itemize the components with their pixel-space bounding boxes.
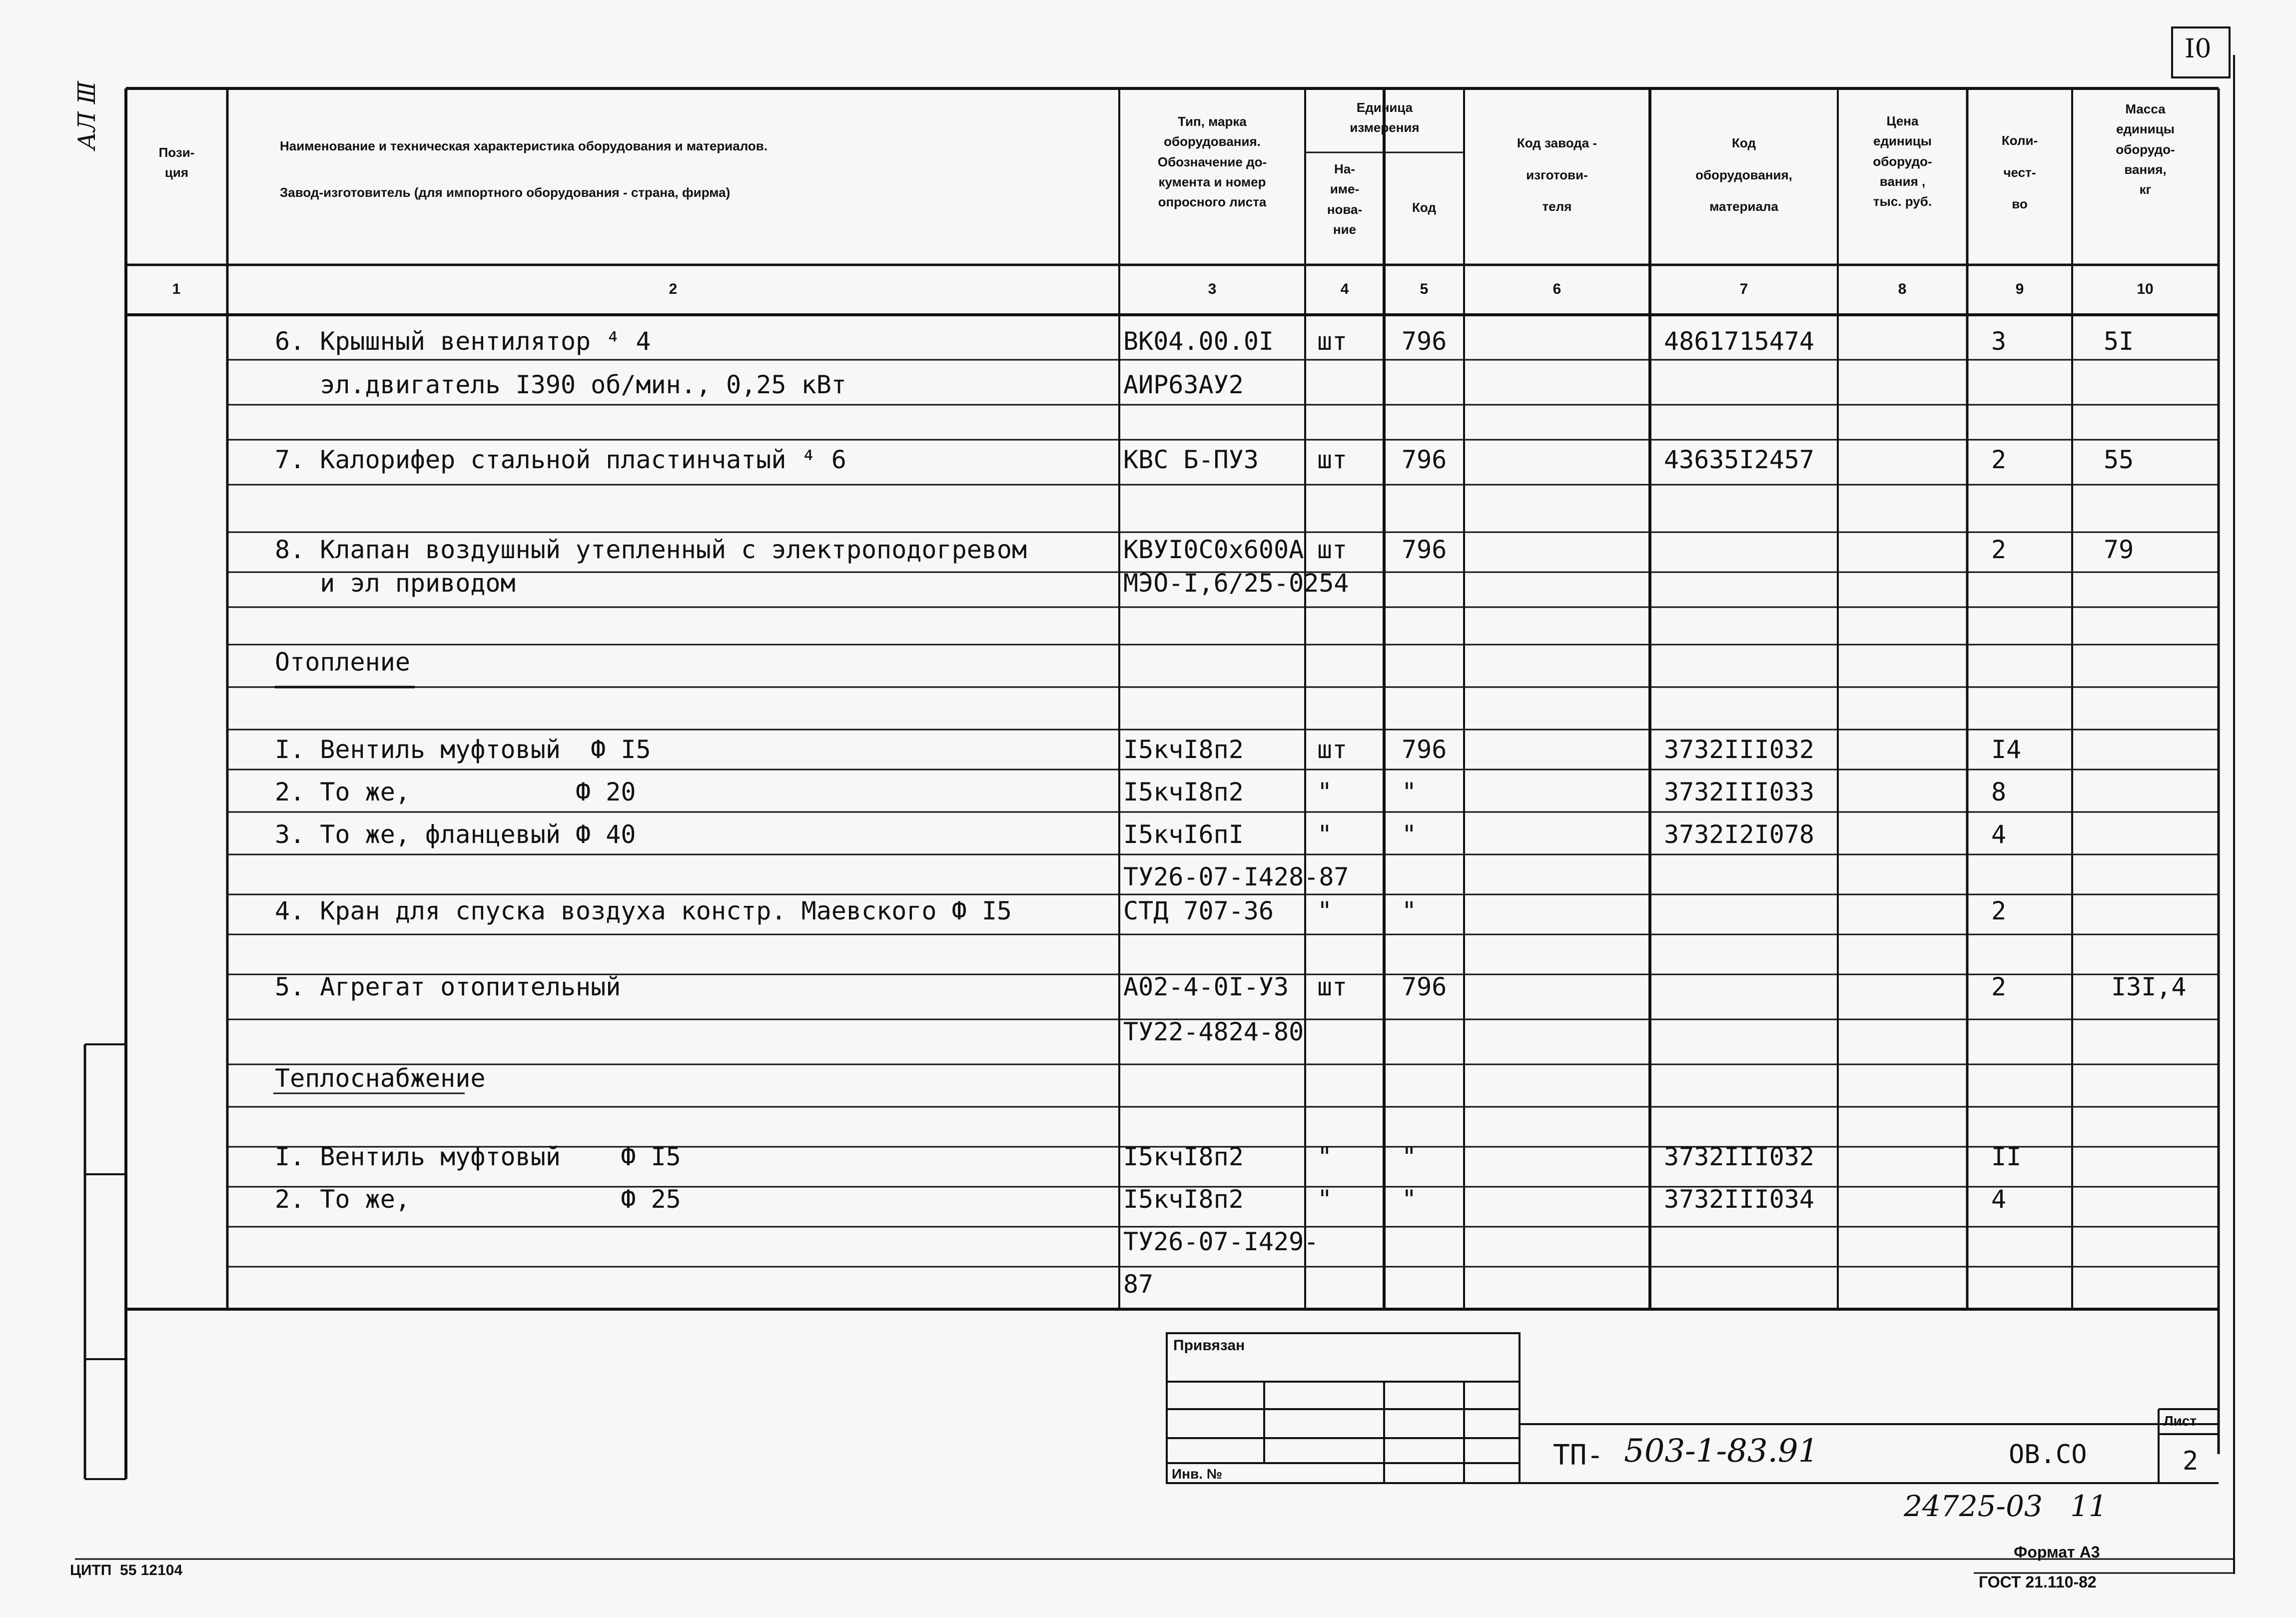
unit-mass: 79 <box>2104 535 2134 564</box>
item-type: СТД 707-36 <box>1123 896 1274 925</box>
item-type: I5кчI8п2 <box>1123 1142 1244 1171</box>
unit-name: шт <box>1317 735 1348 764</box>
column-number: 4 <box>1340 281 1349 297</box>
unit-name: " <box>1317 1142 1333 1171</box>
item-name: I. Вентиль муфтовый Ф I5 <box>275 735 651 764</box>
equipment-code: 3732III034 <box>1664 1185 1815 1214</box>
sheet-number: 2 <box>2183 1446 2199 1476</box>
unit-name: шт <box>1317 972 1348 1001</box>
header-mass: Масса единицы оборудо- вания, кг <box>2116 101 2175 197</box>
side-stamp: АЛ Ⅲ <box>73 81 101 150</box>
header-price: Цена единицы оборудо- вания , тыс. руб. <box>1873 113 1932 209</box>
doc-prefix: ТП- <box>1553 1439 1604 1472</box>
unit-name: " <box>1317 778 1333 807</box>
item-name: 8. Клапан воздушный утепленный с электроподогревом <box>275 535 1027 564</box>
quantity: 8 <box>1991 778 2007 807</box>
header-unit-name: На- име- нова- ние <box>1327 161 1363 237</box>
doc-number: 503-1-83.91 <box>1624 1433 1819 1470</box>
item-name: Теплоснабжение <box>275 1064 486 1093</box>
column-number: 8 <box>1898 281 1907 297</box>
quantity: II <box>1991 1142 2022 1171</box>
equipment-code: 4861715474 <box>1664 327 1815 356</box>
item-type: КВУI0C0x600А <box>1123 535 1304 564</box>
sheet-label: Лист <box>2164 1413 2197 1429</box>
item-name: I. Вентиль муфтовый Ф I5 <box>275 1142 681 1171</box>
unit-code: " <box>1402 778 1417 807</box>
column-number: 7 <box>1739 281 1748 297</box>
unit-name: шт <box>1317 535 1348 564</box>
unit-name: " <box>1317 820 1333 849</box>
unit-code: " <box>1402 1142 1417 1171</box>
header-type: Тип, марка оборудования. Обозначение до- кумента и номер опросного листа <box>1157 114 1267 210</box>
column-number: 10 <box>2137 281 2154 297</box>
item-name: 5. Агрегат отопительный <box>275 972 621 1001</box>
column-number: 9 <box>2015 281 2024 297</box>
unit-code: " <box>1402 820 1417 849</box>
unit-mass: I3I,4 <box>2111 972 2187 1001</box>
unit-code: 796 <box>1402 445 1447 474</box>
equipment-code: 43635I2457 <box>1664 445 1815 474</box>
item-name: эл.двигатель I390 об/мин., 0,25 кВт <box>275 370 846 399</box>
unit-code: 796 <box>1402 972 1447 1001</box>
item-type: КВС Б-ПУ3 <box>1123 445 1259 474</box>
item-type: ТУ26-07-I428-87 <box>1123 862 1349 891</box>
column-number: 3 <box>1208 281 1217 297</box>
quantity: I4 <box>1991 735 2022 764</box>
quantity: 3 <box>1991 327 2007 356</box>
item-name: 7. Калорифер стальной пластинчатый ⁴ 6 <box>275 445 846 474</box>
column-number: 2 <box>669 281 678 297</box>
unit-mass: 5I <box>2104 327 2134 356</box>
header-quantity: Коли- чест- во <box>2001 133 2038 212</box>
inventory-number-label: Инв. № <box>1172 1466 1223 1482</box>
footer-format: Формат А3 <box>2014 1543 2100 1561</box>
footer-left-stamp: ЦИТП 55 12104 <box>70 1562 183 1579</box>
equipment-code: 3732III032 <box>1664 1142 1815 1171</box>
header-position: Пози- ция <box>158 145 195 180</box>
unit-mass: 55 <box>2104 445 2134 474</box>
quantity: 4 <box>1991 820 2007 849</box>
quantity: 2 <box>1991 972 2007 1001</box>
item-type: АИР63АУ2 <box>1123 370 1244 399</box>
quantity: 4 <box>1991 1185 2007 1214</box>
item-type: ВК04.00.0I <box>1123 327 1274 356</box>
unit-name: " <box>1317 1185 1333 1214</box>
equipment-code: 3732III032 <box>1664 735 1815 764</box>
header-unit-group: Единица измерения <box>1350 100 1420 135</box>
item-name: 2. То же, Ф 25 <box>275 1185 681 1214</box>
unit-name: " <box>1317 896 1333 925</box>
item-type: I5кчI8п2 <box>1123 735 1244 764</box>
unit-code: 796 <box>1402 735 1447 764</box>
item-name: 6. Крышный вентилятор ⁴ 4 <box>275 327 651 356</box>
item-name: Отопление <box>275 648 410 677</box>
header-equipment-code: Код оборудования, материала <box>1695 135 1792 214</box>
item-type: I5кчI6пI <box>1123 820 1244 849</box>
item-type: ТУ26-07-I429- <box>1123 1227 1319 1256</box>
item-type: МЭО-I,6/25-0254 <box>1123 569 1349 598</box>
doc-code: ОВ.СО <box>2009 1440 2087 1470</box>
item-name: 2. То же, Ф 20 <box>275 778 636 807</box>
unit-code: 796 <box>1402 327 1447 356</box>
equipment-code: 3732III033 <box>1664 778 1815 807</box>
linked-label: Привязан <box>1173 1337 1245 1354</box>
item-name: 3. То же, фланцевый Ф 40 <box>275 820 636 849</box>
item-name: и эл приводом <box>275 569 516 598</box>
column-number: 1 <box>172 281 181 297</box>
item-name: 4. Кран для спуска воздуха констр. Маевского Ф I5 <box>275 896 1012 925</box>
sheet-number-corner: I0 <box>2185 34 2212 64</box>
quantity: 2 <box>1991 535 2007 564</box>
header-name-line2: Завод-изготовитель (для импортного оборудования - страна, фирма) <box>280 185 731 200</box>
footer-gost: ГОСТ 21.110-82 <box>1979 1573 2097 1591</box>
item-type: А02-4-0I-У3 <box>1123 972 1289 1001</box>
unit-code: " <box>1402 896 1417 925</box>
column-number: 6 <box>1552 281 1561 297</box>
quantity: 2 <box>1991 896 2007 925</box>
archive-number: 24725-03 11 <box>1904 1489 2108 1523</box>
equipment-code: 3732I2I078 <box>1664 820 1815 849</box>
unit-name: шт <box>1317 327 1348 356</box>
item-type: ТУ22-4824-80 <box>1123 1017 1304 1046</box>
unit-code: " <box>1402 1185 1417 1214</box>
header-unit-code: Код <box>1412 200 1436 215</box>
column-number: 5 <box>1420 281 1429 297</box>
item-type: 87 <box>1123 1270 1154 1299</box>
header-plant-code: Код завода - изготови- теля <box>1517 135 1597 214</box>
item-type: I5кчI8п2 <box>1123 778 1244 807</box>
unit-name: шт <box>1317 445 1348 474</box>
item-type: I5кчI8п2 <box>1123 1185 1244 1214</box>
unit-code: 796 <box>1402 535 1447 564</box>
quantity: 2 <box>1991 445 2007 474</box>
header-name-line1: Наименование и техническая характеристика оборудования и материалов. <box>280 138 768 153</box>
